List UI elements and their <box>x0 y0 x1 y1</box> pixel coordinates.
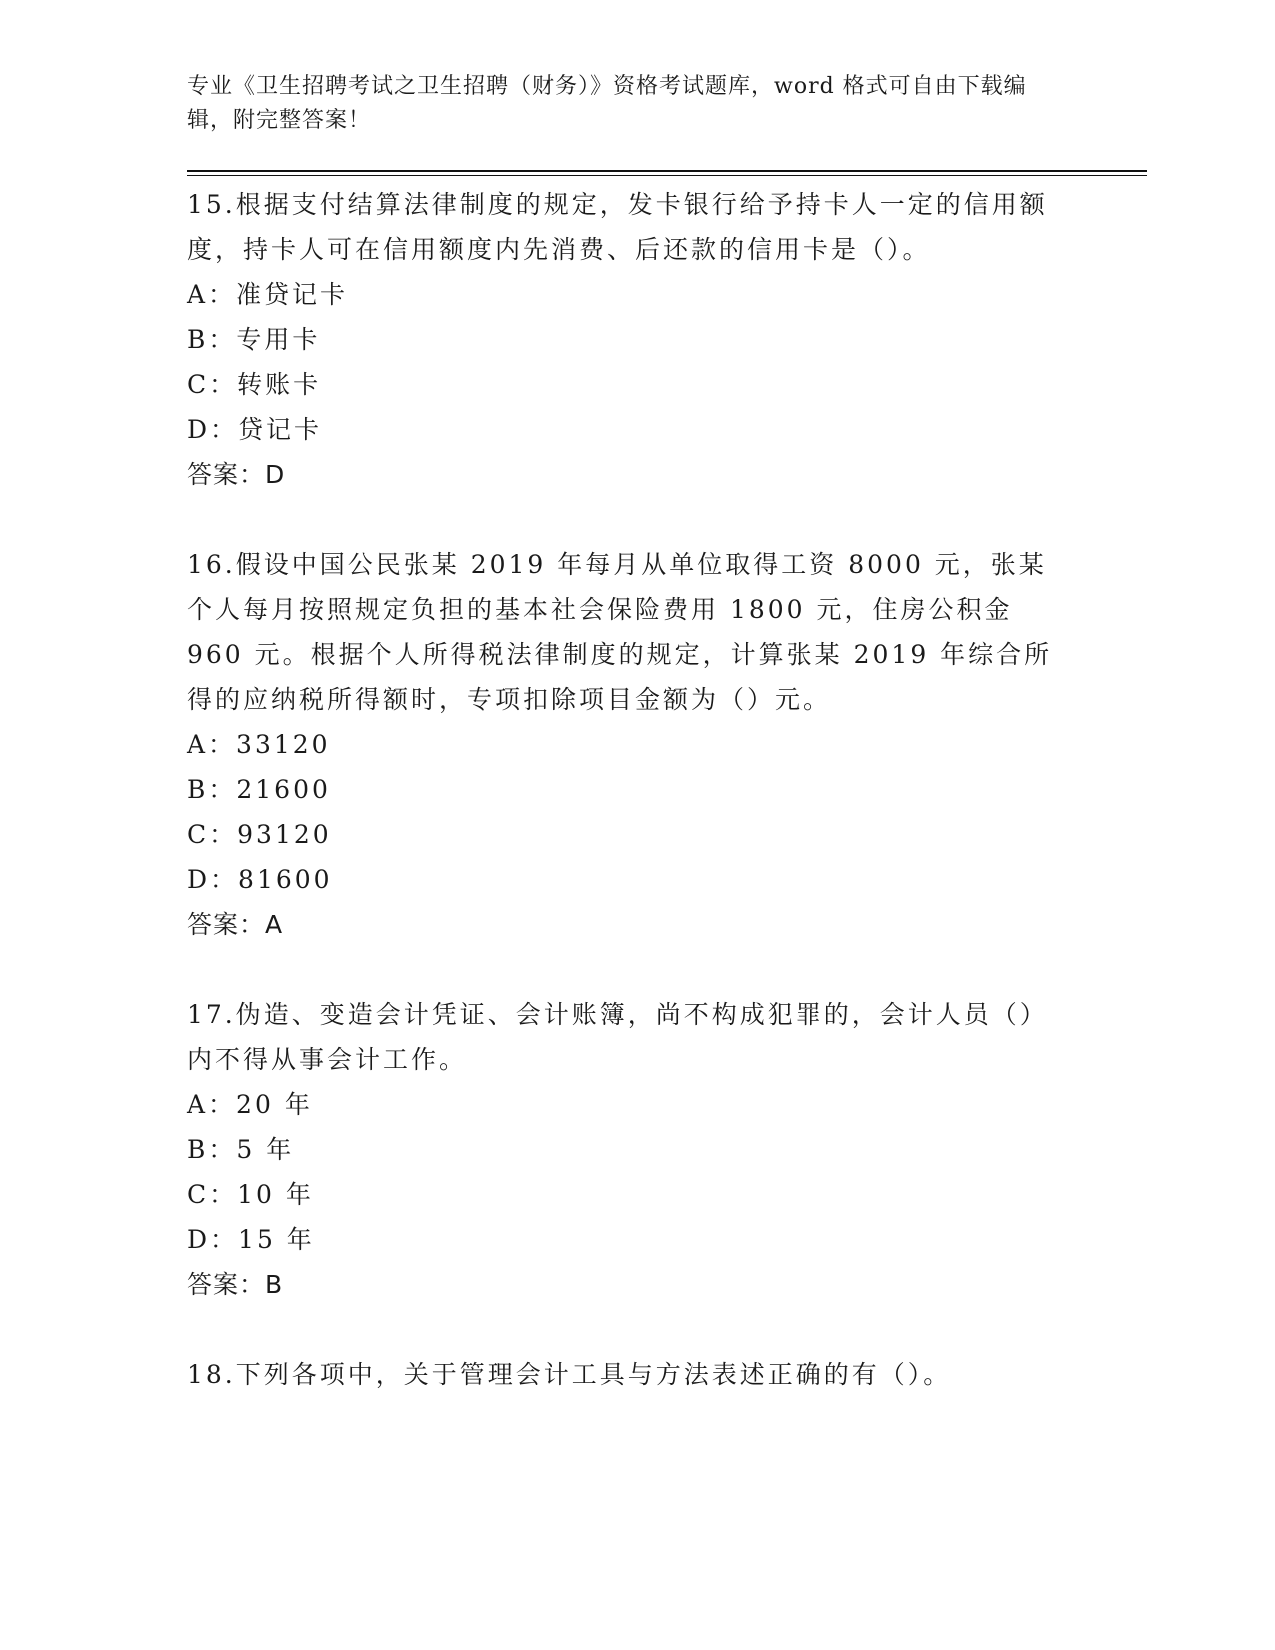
question-17 <box>187 992 1147 1307</box>
option-c: C：转账卡 <box>187 370 322 399</box>
option-d: D：81600 <box>187 865 333 894</box>
header-divider <box>187 170 1147 172</box>
option-b: B：21600 <box>187 775 331 804</box>
option-b: B：专用卡 <box>187 325 321 354</box>
option-a: A：准贷记卡 <box>187 280 349 309</box>
answer: 答案：A <box>187 910 284 939</box>
option-a: A：20 年 <box>187 1090 313 1119</box>
question-15 <box>187 182 1147 497</box>
option-d: D：贷记卡 <box>187 415 323 444</box>
question-16 <box>187 542 1147 947</box>
question-stem: 16.假设中国公民张某 2019 年每月从单位取得工资 8000 元，张某个人每月按照规定负担的基本社会保险费用 1800 元，住房公积金 960 元。根据个人所得税法律制度的规定，计算张某 2019 年综合所得的应纳税所得额时，专项扣除项目金额为（）元。 <box>187 550 1053 714</box>
option-a: A：33120 <box>187 730 331 759</box>
option-c: C：93120 <box>187 820 332 849</box>
option-c: C：10 年 <box>187 1180 314 1209</box>
answer: 答案：D <box>187 460 286 489</box>
option-d: D：15 年 <box>187 1225 315 1254</box>
question-18 <box>187 1352 1147 1397</box>
document-page <box>187 70 1147 1397</box>
option-b: B：5 年 <box>187 1135 295 1164</box>
question-stem: 18.下列各项中，关于管理会计工具与方法表述正确的有（）。 <box>187 1360 952 1389</box>
question-stem: 15.根据支付结算法律制度的规定，发卡银行给予持卡人一定的信用额度，持卡人可在信用额度内先消费、后还款的信用卡是（）。 <box>187 190 1048 264</box>
answer: 答案：B <box>187 1270 284 1299</box>
header-note: 专业《卫生招聘考试之卫生招聘（财务）》资格考试题库，word 格式可自由下载编辑，附完整答案！ <box>187 74 1027 133</box>
question-stem: 17.伪造、变造会计凭证、会计账簿，尚不构成犯罪的，会计人员（）内不得从事会计工作。 <box>187 1000 1048 1074</box>
